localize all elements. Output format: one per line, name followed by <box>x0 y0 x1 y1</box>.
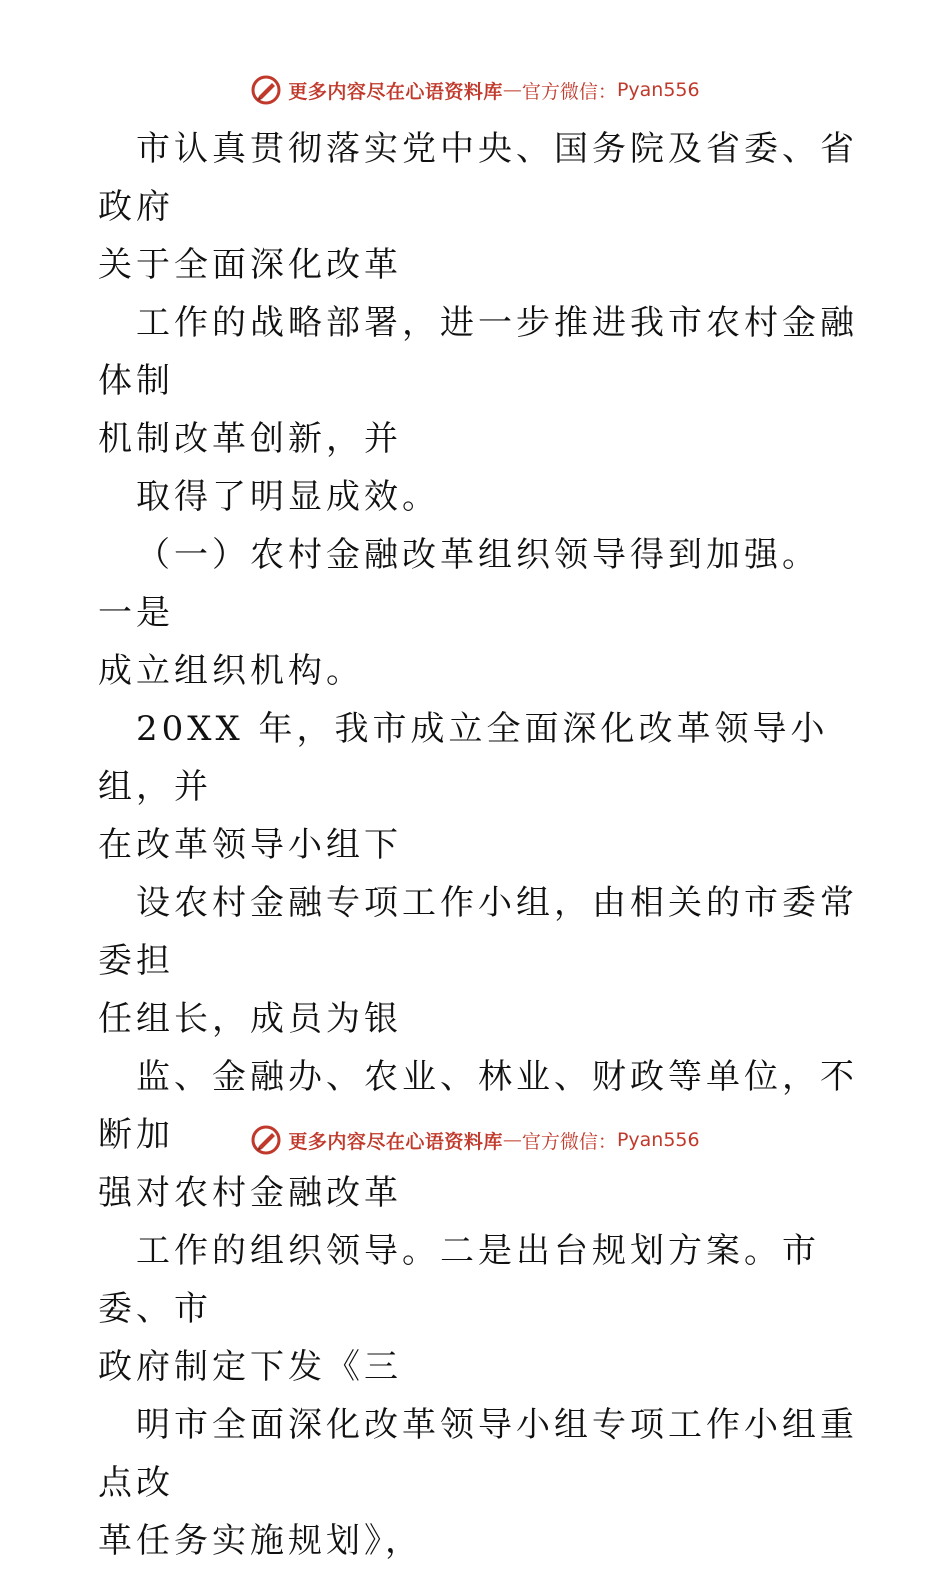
paragraph <box>98 1222 858 1396</box>
paragraph-line: 工作的战略部署，进一步推进我市农村金融体制 <box>98 303 858 401</box>
paragraph-line: 监、金融办、农业、林业、财政等单位，不断加 <box>98 1057 858 1155</box>
paragraph-line: 在改革领导小组下 <box>98 825 402 865</box>
paragraph-line: 20XX 年，我市成立全面深化改革领导小组，并 <box>98 709 829 807</box>
banner-handle: Pyan556 <box>616 1129 700 1151</box>
paragraph-line: 市认真贯彻落实党中央、国务院及省委、省政府 <box>98 129 858 227</box>
paragraph <box>98 526 858 700</box>
paragraph <box>98 700 858 874</box>
paragraph <box>98 294 858 468</box>
banner-separator: — <box>502 1129 522 1151</box>
banner-site-text: 更多内容尽在心语资料库 <box>288 80 503 103</box>
pen-logo-icon <box>250 1124 282 1156</box>
paragraph <box>98 1396 858 1570</box>
banner-label: 官方微信： <box>521 1130 617 1153</box>
paragraph-line: 设农村金融专项工作小组，由相关的市委常委担 <box>98 883 858 981</box>
paragraph-line: 强对农村金融改革 <box>98 1173 402 1213</box>
paragraph-line: 革任务实施规划》， <box>98 1521 423 1561</box>
header-banner <box>0 70 950 110</box>
paragraph <box>98 120 858 294</box>
banner-label: 官方微信： <box>521 80 617 103</box>
pen-logo-icon <box>250 74 282 106</box>
paragraph-line: 成立组织机构。 <box>98 651 364 691</box>
paragraph-line: 政府制定下发《三 <box>98 1347 402 1387</box>
paragraph <box>98 468 858 526</box>
paragraph-line: 明市全面深化改革领导小组专项工作小组重点改 <box>98 1405 858 1503</box>
banner-site-text: 更多内容尽在心语资料库 <box>288 1130 503 1153</box>
paragraph-line: （一）农村金融改革组织领导得到加强。 一是 <box>98 535 820 633</box>
paragraph <box>98 874 858 1048</box>
paragraph-line: 关于全面深化改革 <box>98 245 402 285</box>
paragraph-line: 取得了明显成效。 <box>136 477 440 517</box>
paragraph-line: 工作的组织领导。二是出台规划方案。市委、市 <box>98 1231 820 1329</box>
document-body <box>98 120 858 1570</box>
paragraph-line: 机制改革创新，并 <box>98 419 402 459</box>
footer-banner <box>0 1120 950 1160</box>
banner-handle: Pyan556 <box>616 79 700 101</box>
paragraph-line: 任组长，成员为银 <box>98 999 402 1039</box>
banner-separator: — <box>502 79 522 101</box>
